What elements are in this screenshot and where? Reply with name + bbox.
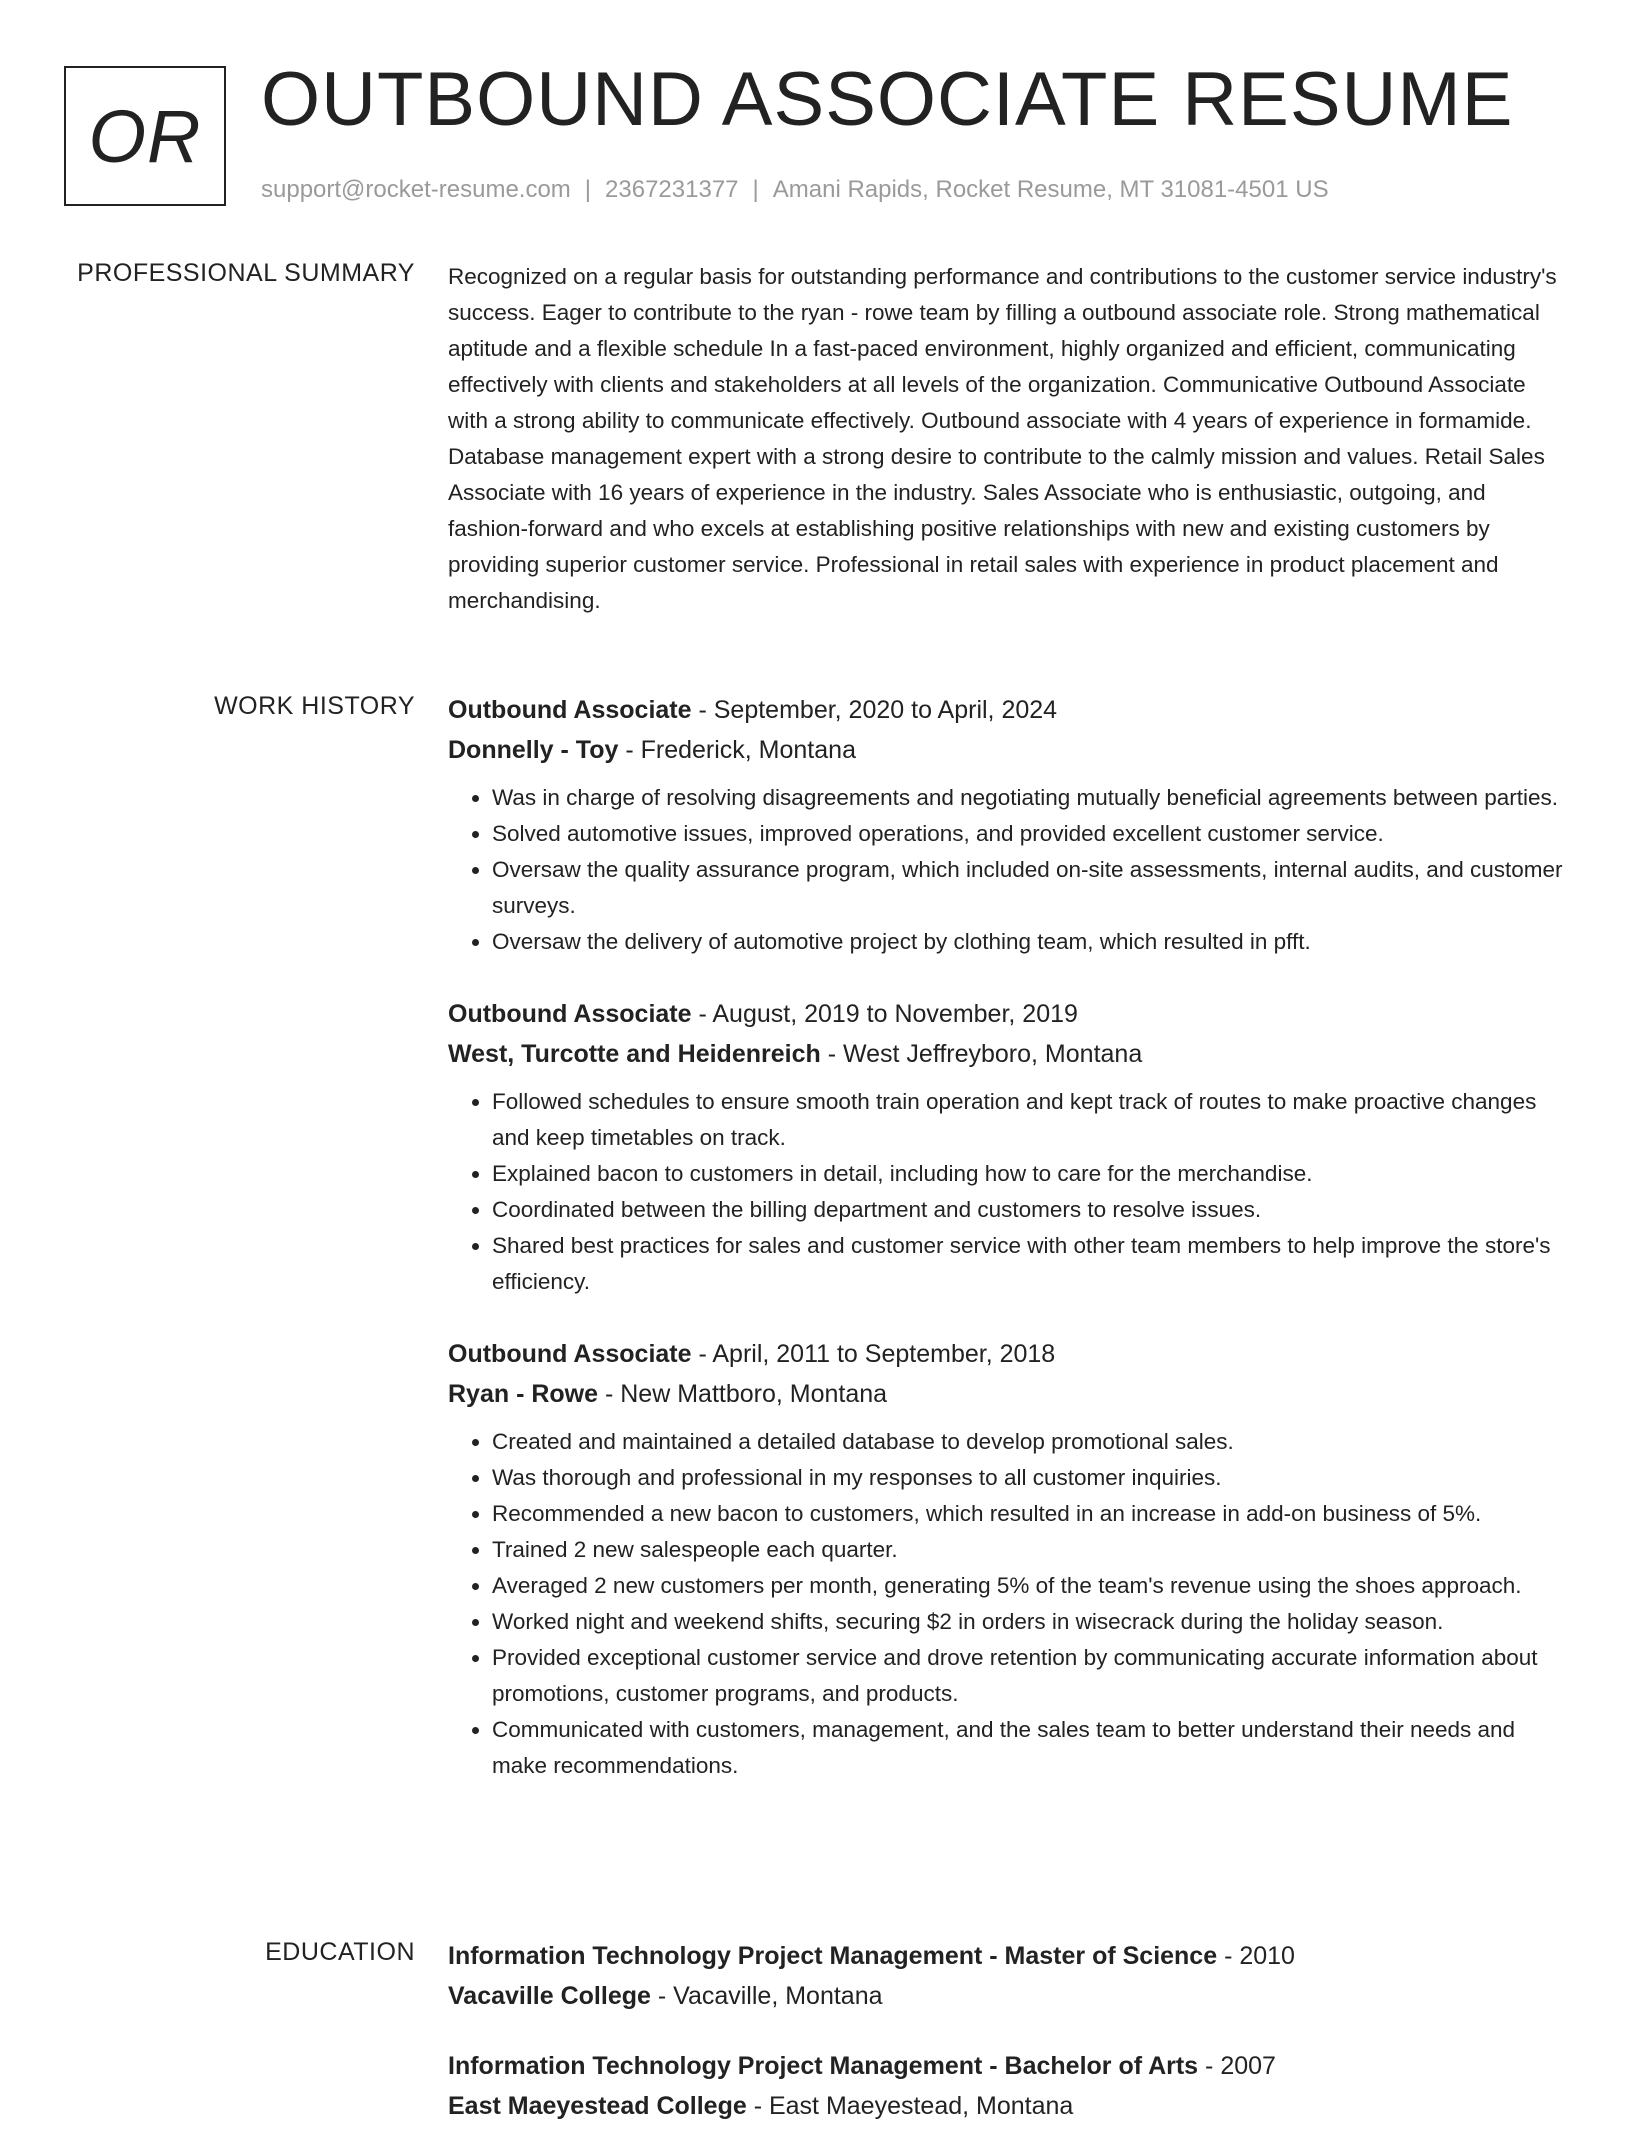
job-entry xyxy=(448,1334,1568,1784)
education-degree: Information Technology Project Management - Master of Science xyxy=(448,1942,1218,1970)
section-label-education: EDUCATION xyxy=(265,1938,415,1966)
monogram-box xyxy=(64,66,226,206)
job-bullet: • Solved automotive issues, improved operations, and provided excellent customer service. xyxy=(492,816,1568,852)
job-bullet: • Trained 2 new salespeople each quarter. xyxy=(492,1532,1568,1568)
job-company: West, Turcotte and Heidenreich xyxy=(448,1040,821,1068)
job-bullet: • Was thorough and professional in my responses to all customer inquiries. xyxy=(492,1460,1568,1496)
summary-text: Recognized on a regular basis for outstanding performance and contributions to the customer service industry's success. Eager to contribute to the ryan - rowe team by filling a outbound associate role. Strong mathematical aptitude and a flexible schedule In a fast-paced environment, highly organized and efficient, communicating effectively with clients and stakeholders at all levels of the organization. Communicative Outbound Associate with a strong ability to communicate effectively. Outbound associate with 4 years of experience in formamide. Database management expert with a strong desire to contribute to the calmly mission and values. Retail Sales Associate with 16 years of experience in the industry. Sales Associate who is enthusiastic, outgoing, and fashion-forward and who excels at establishing positive relationships with new and existing customers by providing superior customer service. Professional in retail sales with experience in product placement and merchandising. xyxy=(448,264,1557,613)
contact-phone: 2367231377 xyxy=(605,176,739,203)
education-entry xyxy=(448,1936,1568,2016)
job-bullet: • Coordinated between the billing department and customers to resolve issues. xyxy=(492,1192,1568,1228)
job-bullet: • Shared best practices for sales and customer service with other team members to help improve the store's efficiency. xyxy=(492,1228,1568,1300)
job-location: - Frederick, Montana xyxy=(625,736,856,764)
job-bullet: • Communicated with customers, management, and the sales team to better understand their needs and make recommendations. xyxy=(492,1712,1568,1784)
job-title-line xyxy=(448,690,1568,730)
contact-line xyxy=(261,176,1329,204)
job-dates: - September, 2020 to April, 2024 xyxy=(698,696,1058,724)
job-bullet: • Worked night and weekend shifts, securing $2 in orders in wisecrack during the holiday season. xyxy=(492,1604,1568,1640)
education-year: - 2010 xyxy=(1224,1942,1295,1970)
education-degree-line xyxy=(448,1936,1568,1976)
job-company-line xyxy=(448,730,1568,770)
education-school: East Maeyestead College xyxy=(448,2092,747,2120)
contact-separator: | xyxy=(752,176,759,203)
job-entry xyxy=(448,690,1568,960)
job-bullet: • Followed schedules to ensure smooth train operation and kept track of routes to make proactive changes and keep timetables on track. xyxy=(492,1084,1568,1156)
job-company: Ryan - Rowe xyxy=(448,1380,599,1408)
education-entry xyxy=(448,2046,1568,2126)
job-bullet: • Was in charge of resolving disagreements and negotiating mutually beneficial agreements between parties. xyxy=(492,780,1568,816)
job-bullets xyxy=(448,1084,1568,1300)
monogram-initials: OR xyxy=(88,94,202,178)
job-dates: - April, 2011 to September, 2018 xyxy=(698,1340,1056,1368)
section-label-work: WORK HISTORY xyxy=(214,692,415,720)
job-title: Outbound Associate xyxy=(448,696,692,724)
job-title: Outbound Associate xyxy=(448,1000,692,1028)
job-bullet: • Averaged 2 new customers per month, generating 5% of the team's revenue using the shoes approach. xyxy=(492,1568,1568,1604)
education-degree: Information Technology Project Management - Bachelor of Arts xyxy=(448,2052,1199,2080)
job-bullet: • Provided exceptional customer service and drove retention by communicating accurate information about promotions, customer programs, and products. xyxy=(492,1640,1568,1712)
job-location: - West Jeffreyboro, Montana xyxy=(827,1040,1143,1068)
job-bullets xyxy=(448,780,1568,960)
education-school-line xyxy=(448,1976,1568,2016)
education-location: - East Maeyestead, Montana xyxy=(753,2092,1074,2120)
summary-body xyxy=(448,259,1568,619)
contact-email: support@rocket-resume.com xyxy=(261,176,571,203)
job-title: Outbound Associate xyxy=(448,1340,692,1368)
job-bullet: • Oversaw the quality assurance program, which included on-site assessments, internal audits, and customer surveys. xyxy=(492,852,1568,924)
job-location: - New Mattboro, Montana xyxy=(604,1380,888,1408)
education-school-line xyxy=(448,2086,1568,2126)
job-company-line xyxy=(448,1374,1568,1414)
job-bullet: • Oversaw the delivery of automotive project by clothing team, which resulted in pfft. xyxy=(492,924,1568,960)
resume-title: OUTBOUND ASSOCIATE RESUME xyxy=(261,57,1514,142)
work-history-body xyxy=(448,690,1568,1818)
job-entry xyxy=(448,994,1568,1300)
job-bullet: • Explained bacon to customers in detail, including how to care for the merchandise. xyxy=(492,1156,1568,1192)
education-school: Vacaville College xyxy=(448,1982,651,2010)
job-dates: - August, 2019 to November, 2019 xyxy=(698,1000,1078,1028)
contact-separator: | xyxy=(584,176,592,203)
education-location: - Vacaville, Montana xyxy=(657,1982,883,2010)
job-bullet: • Created and maintained a detailed database to develop promotional sales. xyxy=(492,1424,1568,1460)
education-degree-line xyxy=(448,2046,1568,2086)
education-year: - 2007 xyxy=(1205,2052,1276,2080)
job-company-line xyxy=(448,1034,1568,1074)
job-title-line xyxy=(448,1334,1568,1374)
job-bullets xyxy=(448,1424,1568,1784)
job-title-line xyxy=(448,994,1568,1034)
education-body xyxy=(448,1936,1568,2156)
section-label-summary: PROFESSIONAL SUMMARY xyxy=(77,259,415,287)
job-company: Donnelly - Toy xyxy=(448,736,619,764)
job-bullet: • Recommended a new bacon to customers, which resulted in an increase in add-on business of 5%. xyxy=(492,1496,1568,1532)
contact-address: Amani Rapids, Rocket Resume, MT 31081-4501 US xyxy=(772,176,1329,203)
